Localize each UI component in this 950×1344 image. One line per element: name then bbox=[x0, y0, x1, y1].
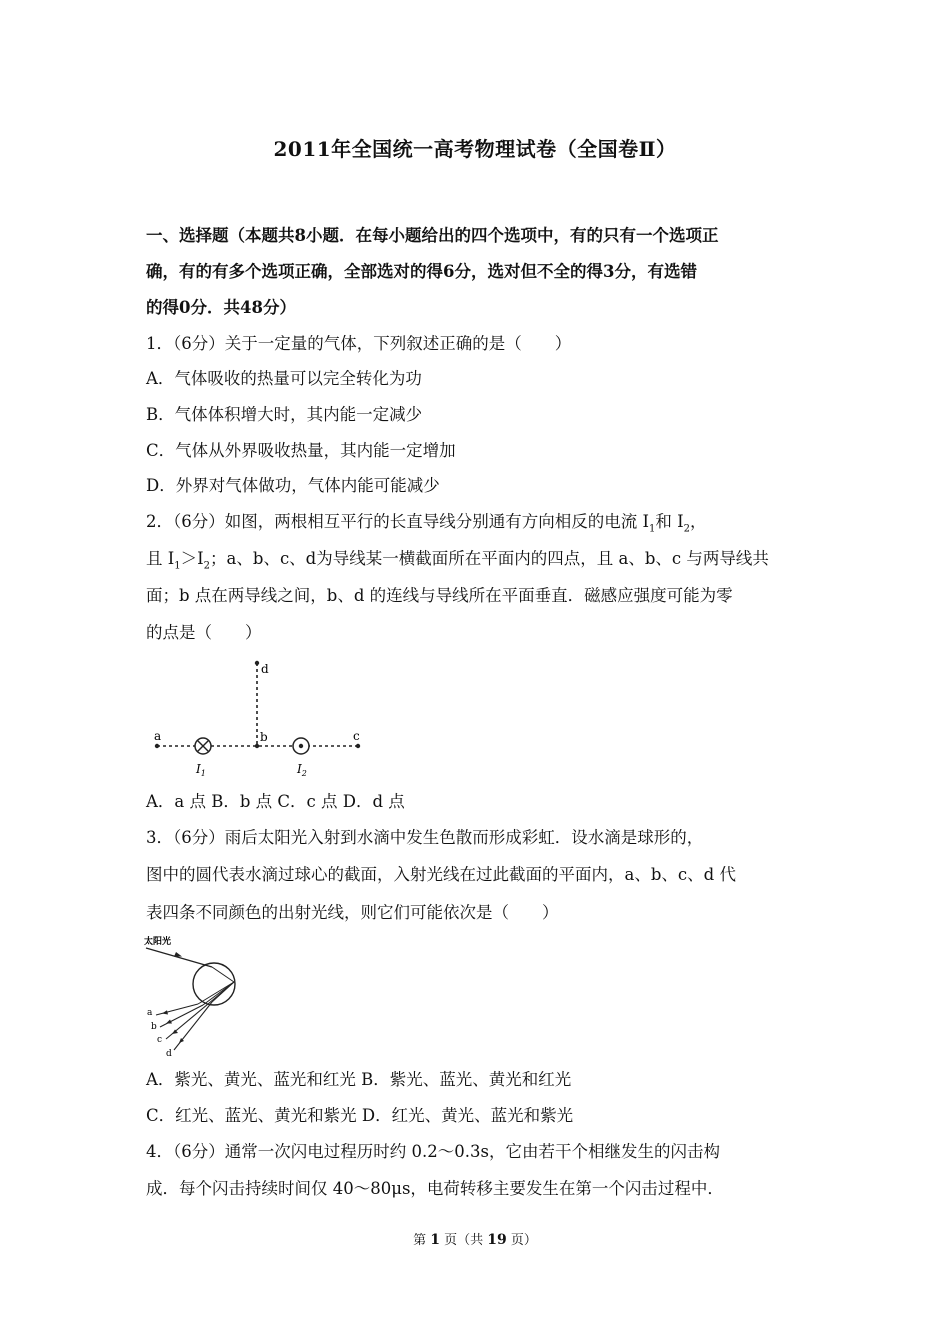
label-a: a bbox=[154, 729, 162, 743]
ray-label-d: d bbox=[166, 1049, 172, 1059]
label-c: c bbox=[353, 729, 360, 743]
q1-option-b: B．气体体积增大时，其内能一定减少 bbox=[146, 405, 423, 424]
current-i2-label: $I_2$ bbox=[297, 762, 307, 778]
q2-wires-figure bbox=[140, 655, 380, 780]
q1-option-d: D．外界对气体做功，气体内能可能减少 bbox=[146, 476, 440, 495]
point-b bbox=[255, 744, 259, 748]
q3-options-line-2: C．红光、蓝光、黄光和紫光 D．红光、黄光、蓝光和紫光 bbox=[146, 1106, 574, 1125]
q1-option-c: C．气体从外界吸收热量，其内能一定增加 bbox=[146, 441, 456, 460]
ray-label-b: b bbox=[151, 1022, 157, 1032]
label-d: d bbox=[261, 662, 269, 676]
label-b: b bbox=[260, 730, 268, 744]
point-c bbox=[356, 744, 360, 748]
q3-raindrop-figure bbox=[142, 933, 252, 1063]
ray-label-c: c bbox=[157, 1035, 163, 1045]
q1-stem: 1．（6分）关于一定量的气体，下列叙述正确的是（ ） bbox=[146, 334, 572, 353]
q2-options: A．a 点 B．b 点 C．c 点 D．d 点 bbox=[146, 792, 405, 811]
sunlight-label: 太阳光 bbox=[144, 937, 172, 947]
page-number: 1 bbox=[430, 1232, 440, 1248]
q1-option-a: A．气体吸收的热量可以完全转化为功 bbox=[146, 369, 422, 388]
q3-stem-line-3: 表四条不同颜色的出射光线，则它们可能依次是（ ） bbox=[146, 903, 559, 922]
q4-stem-line-2: 成．每个闪击持续时间仅 40～80μs，电荷转移主要发生在第一个闪击过程中． bbox=[146, 1179, 724, 1198]
ray-label-a: a bbox=[147, 1008, 153, 1018]
q3-stem-line-1: 3．（6分）雨后太阳光入射到水滴中发生色散而形成彩虹．设水滴是球形的， bbox=[146, 828, 704, 847]
page-footer: 第 1 页（共 19 页） bbox=[413, 1232, 537, 1248]
section-heading-line-1: 一、选择题（本题共8小题．在每小题给出的四个选项中，有的只有一个选项正 bbox=[146, 226, 719, 245]
q2-stem-line-1: 2．（6分）如图，两根相互平行的长直导线分别通有方向相反的电流 $I_1$和 $I_2$， bbox=[146, 512, 707, 535]
q2-stem-line-2: 且 $I_1>I_2$；a、b、c、d为导线某一横截面所在平面内的四点，且 a、b、c 与两导线共 bbox=[146, 549, 769, 572]
q2-stem-line-4: 的点是（ ） bbox=[146, 623, 262, 642]
current-into-page-icon bbox=[195, 738, 211, 754]
point-a bbox=[155, 744, 159, 748]
q2-stem-line-3: 面；b 点在两导线之间，b、d 的连线与导线所在平面垂直．磁感应强度可能为零 bbox=[146, 586, 733, 605]
section-heading-line-3: 的得0分．共48分） bbox=[146, 298, 296, 317]
q4-stem-line-1: 4．（6分）通常一次闪电过程历时约 0.2～0.3s，它由若干个相继发生的闪击构 bbox=[146, 1142, 720, 1161]
q3-options-line-1: A．紫光、黄光、蓝光和红光 B．紫光、蓝光、黄光和红光 bbox=[146, 1070, 572, 1089]
current-out-of-page-icon bbox=[293, 738, 309, 754]
total-pages: 19 bbox=[487, 1232, 507, 1248]
page-title: 2011年全国统一高考物理试卷（全国卷Ⅱ） bbox=[273, 137, 677, 161]
point-d bbox=[255, 661, 259, 665]
q3-stem-line-2: 图中的圆代表水滴过球心的截面，入射光线在过此截面的平面内，a、b、c、d 代 bbox=[146, 865, 736, 884]
section-heading-line-2: 确，有的有多个选项正确，全部选对的得6分，选对但不全的得3分，有选错 bbox=[146, 262, 697, 281]
current-i1-label: $I_1$ bbox=[196, 762, 206, 778]
